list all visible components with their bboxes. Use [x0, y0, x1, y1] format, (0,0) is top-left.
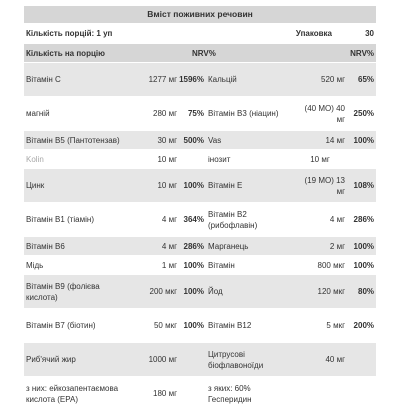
nutrient-nrv: 100%	[178, 169, 206, 203]
nutrient-nrv: 100%	[178, 256, 206, 275]
table-row	[24, 256, 376, 275]
nutrient-amount: 120 мкг	[294, 275, 346, 309]
nutrient-amount: 280 мг	[130, 97, 178, 131]
nutrient-amount: 50 мкг	[130, 309, 178, 343]
nutrient-amount: 180 мг	[130, 377, 178, 411]
nutrient-amount: 4 мг	[130, 203, 178, 237]
nutrient-nrv: 286%	[346, 203, 376, 237]
nutrient-amount: 14 мг	[294, 131, 346, 150]
nutrient-nrv: 108%	[346, 169, 376, 203]
servings-row	[24, 24, 376, 44]
nutrient-amount: 30 мг	[130, 131, 178, 150]
nutrient-amount: 1277 мг	[130, 63, 178, 97]
nutrient-name: з яких: 60% Гесперидин	[206, 377, 294, 411]
nutrient-nrv	[178, 343, 206, 377]
package-label: Упаковка	[206, 24, 346, 44]
nutrient-name: Kolin	[24, 150, 130, 169]
nutrient-name: з них: ейкозапентаємова кислота (EPA)	[24, 377, 130, 411]
nutrient-nrv	[346, 377, 376, 411]
nutrient-nrv: 100%	[178, 309, 206, 343]
nutrient-amount: (19 МО) 13 мг	[294, 169, 346, 203]
table-row	[24, 63, 376, 97]
nrv-header-left: NRV%	[178, 44, 294, 63]
nutrient-amount: 2 мг	[294, 237, 346, 256]
nutrient-nrv	[178, 150, 206, 169]
table-row	[24, 377, 376, 411]
nutrient-name: Вітамін	[206, 256, 294, 275]
nutrient-nrv: 250%	[346, 97, 376, 131]
nutrient-nrv	[346, 150, 376, 169]
nutrient-name: Мідь	[24, 256, 130, 275]
nutrient-name: магній	[24, 97, 130, 131]
nutrient-nrv: 100%	[346, 237, 376, 256]
nutrient-name: Вітамін B3 (ніацин)	[206, 97, 294, 131]
nutrient-nrv: 100%	[178, 275, 206, 309]
nutrient-amount: 10 мг	[130, 169, 178, 203]
nutrient-amount: 1 мг	[130, 256, 178, 275]
nutrient-name: Вітамін B1 (тіамін)	[24, 203, 130, 237]
nutrient-amount: 40 мг	[294, 343, 346, 377]
table-row	[24, 169, 376, 203]
table-row	[24, 309, 376, 343]
nutrient-nrv	[346, 343, 376, 377]
table-header-row	[24, 44, 376, 63]
nutrient-nrv: 500%	[178, 131, 206, 150]
nutrient-name: Вітамін B6	[24, 237, 130, 256]
nutrient-name: Vas	[206, 131, 294, 150]
nutrient-amount: 4 мг	[294, 203, 346, 237]
nutrient-name: Вітамін B9 (фолієва кислота)	[24, 275, 130, 309]
nutrient-nrv: 364%	[178, 203, 206, 237]
nrv-header-right: NRV%	[294, 44, 376, 63]
table-row	[24, 131, 376, 150]
nutrient-name: Цитрусові біофлавоноїди	[206, 343, 294, 377]
nutrient-amount: 5 мкг	[294, 309, 346, 343]
servings-label: Кількість порцій: 1 уп	[24, 24, 206, 44]
nutrient-nrv: 75%	[178, 97, 206, 131]
table-row	[24, 275, 376, 309]
nutrient-name: Йод	[206, 275, 294, 309]
nutrient-nrv	[178, 377, 206, 411]
nutrient-amount: (40 МО) 40 мг	[294, 97, 346, 131]
nutrient-nrv: 200%	[346, 309, 376, 343]
nutrient-name: Вітамін E	[206, 169, 294, 203]
nutrient-amount	[294, 377, 346, 411]
nutrient-name: Вітамін С	[24, 63, 130, 97]
nutrient-amount: 4 мг	[130, 237, 178, 256]
nutrient-nrv: 100%	[346, 131, 376, 150]
table-title-row	[24, 6, 376, 24]
table-row	[24, 97, 376, 131]
table-title: Вміст поживних речовин	[24, 6, 376, 24]
per-serving-header: Кількість на порцію	[24, 44, 178, 63]
table-row	[24, 237, 376, 256]
nutrient-amount: 10 мг	[294, 150, 346, 169]
nutrient-nrv: 80%	[346, 275, 376, 309]
package-value: 30	[346, 24, 376, 44]
table-row	[24, 343, 376, 377]
nutrient-name: інозит	[206, 150, 294, 169]
nutrient-name: Вітамін B7 (біотин)	[24, 309, 130, 343]
table-row	[24, 203, 376, 237]
nutrient-amount: 520 мг	[294, 63, 346, 97]
nutrition-table	[24, 6, 376, 411]
nutrient-nrv: 100%	[346, 256, 376, 275]
nutrient-nrv: 65%	[346, 63, 376, 97]
nutrient-amount: 10 мг	[130, 150, 178, 169]
nutrient-name: Цинк	[24, 169, 130, 203]
nutrient-name: Марганець	[206, 237, 294, 256]
nutrient-amount: 1000 мг	[130, 343, 178, 377]
nutrient-nrv: 286%	[178, 237, 206, 256]
nutrient-name: Вітамін B12	[206, 309, 294, 343]
nutrient-name: Вітамін B5 (Пантотензав)	[24, 131, 130, 150]
nutrient-amount: 800 мкг	[294, 256, 346, 275]
nutrient-name: Риб'ячий жир	[24, 343, 130, 377]
table-row	[24, 150, 376, 169]
nutrient-amount: 200 мкг	[130, 275, 178, 309]
nutrient-name: Вітамін B2 (рибофлавін)	[206, 203, 294, 237]
nutrient-name: Кальцій	[206, 63, 294, 97]
nutrient-nrv: 1596%	[178, 63, 206, 97]
